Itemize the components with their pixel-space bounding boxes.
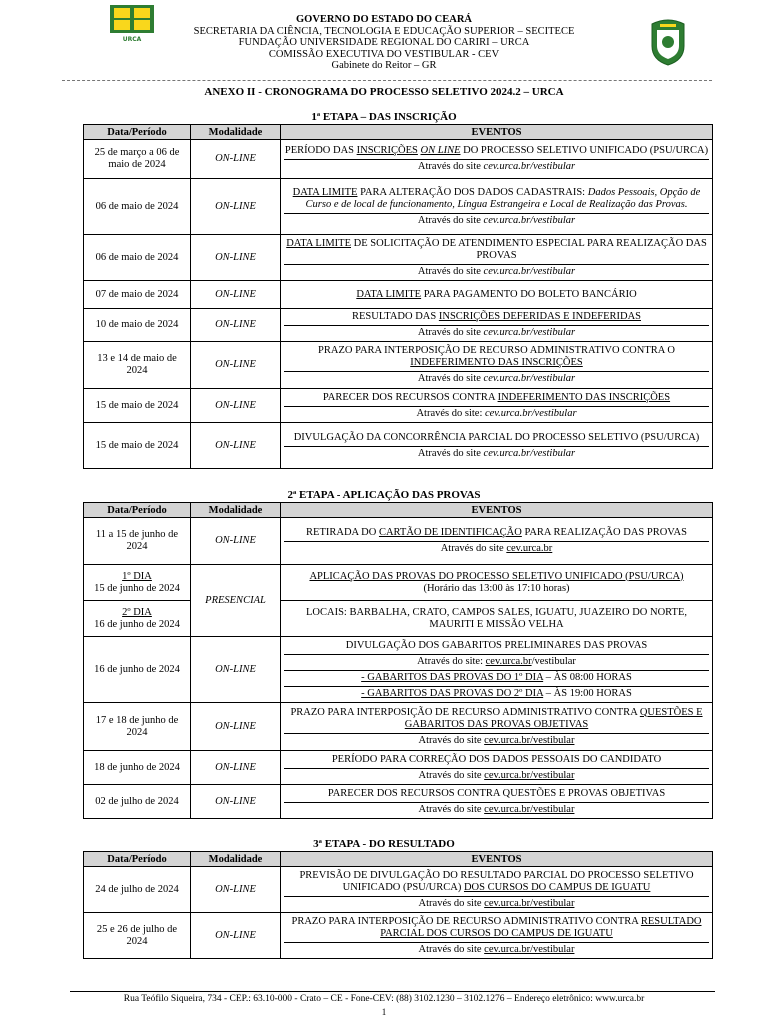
row-event: PRAZO PARA INTERPOSIÇÃO DE RECURSO ADMINISTRATIVO CONTRA O INDEFERIMENTO DAS INSCRIÇÕES Através do site cev.urca.br/vestibular [281, 342, 713, 389]
table-row [84, 867, 713, 913]
table-row [84, 179, 713, 235]
row-mode: ON-LINE [191, 309, 281, 342]
footer-address: Rua Teófilo Siqueira, 734 - CEP.: 63.10-000 - Crato – CE - Fone-CEV: (88) 3102.1230 – 3102.1276 – Endereço eletrônico: www.urca.br [123, 994, 645, 1004]
row-event: RESULTADO DAS INSCRIÇÕES DEFERIDAS E INDEFERIDAS Através do site cev.urca.br/vestibular [281, 309, 713, 342]
site-link[interactable]: cev.urca.br/vestibular [483, 373, 576, 384]
header-line-1: GOVERNO DO ESTADO DO CEARÁ [296, 14, 472, 25]
row-mode: ON-LINE [191, 342, 281, 389]
row-event: RETIRADA DO CARTÃO DE IDENTIFICAÇÃO PARA REALIZAÇÃO DAS PROVAS Através do site cev.urca.br [281, 518, 713, 565]
table-header-row [84, 852, 713, 867]
site-link[interactable]: cev.urca.br [485, 655, 532, 667]
table-row [84, 703, 713, 751]
table-row [84, 565, 713, 601]
row-mode: PRESENCIAL [191, 565, 281, 637]
table-row [84, 309, 713, 342]
row-date: 02 de julho de 2024 [84, 785, 191, 819]
header-divider [62, 80, 712, 81]
site-link[interactable]: cev.urca.br/vestibular [483, 265, 576, 277]
site-link[interactable]: cev.urca.br/vestibular [484, 803, 575, 815]
stage1-title: 1ª ETAPA – DAS INSCRIÇÃO [311, 111, 457, 123]
row-event: DATA LIMITE PARA PAGAMENTO DO BOLETO BANCÁRIO [281, 281, 713, 309]
stage1-table [83, 124, 713, 469]
row-date: 10 de maio de 2024 [84, 309, 191, 342]
row-event: PREVISÃO DE DIVULGAÇÃO DO RESULTADO PARCIAL DO PROCESSO SELETIVO UNIFICADO (PSU/URCA) DOS CURSOS DO CAMPUS DE IGUATU Através do site cev.urca.br/vestibular [281, 867, 713, 913]
row-date: 17 e 18 de junho de 2024 [84, 703, 191, 751]
stage3-title: 3ª ETAPA - DO RESULTADO [313, 838, 455, 850]
stage2-table [83, 502, 713, 819]
row-mode: ON-LINE [191, 867, 281, 913]
col-events: EVENTOS [281, 125, 713, 140]
table-row [84, 913, 713, 959]
header-line-3: FUNDAÇÃO UNIVERSIDADE REGIONAL DO CARIRI – URCA [238, 37, 530, 48]
table-row [84, 601, 713, 637]
row-mode: ON-LINE [191, 235, 281, 281]
col-mode: Modalidade [191, 852, 281, 867]
row-event: PRAZO PARA INTERPOSIÇÃO DE RECURSO ADMINISTRATIVO CONTRA RESULTADO PARCIAL DOS CURSOS DO CAMPUS DE IGUATU Através do site cev.urca.br/vestibular [281, 913, 713, 959]
table-row [84, 342, 713, 389]
row-event: PERÍODO DAS INSCRIÇÕES ON LINE DO PROCESSO SELETIVO UNIFICADO (PSU/URCA) Através do site cev.urca.br/vestibular [281, 140, 713, 179]
row-date: 06 de maio de 2024 [84, 235, 191, 281]
row-event: DATA LIMITE DE SOLICITAÇÃO DE ATENDIMENTO ESPECIAL PARA REALIZAÇÃO DAS PROVAS Através do site cev.urca.br/vestibular [281, 235, 713, 281]
row-date: 15 de maio de 2024 [84, 389, 191, 423]
row-mode: ON-LINE [191, 389, 281, 423]
row-mode: ON-LINE [191, 179, 281, 235]
row-date: 24 de julho de 2024 [84, 867, 191, 913]
row-date: 13 e 14 de maio de 2024 [84, 342, 191, 389]
row-date: 06 de maio de 2024 [84, 179, 191, 235]
table-row [84, 235, 713, 281]
table-row [84, 423, 713, 469]
site-link[interactable]: cev.urca.br/vestibular [483, 214, 576, 226]
row-event: DATA LIMITE PARA ALTERAÇÃO DOS DADOS CADASTRAIS: Dados Pessoais, Opção de Curso e de local de funcionamento, Língua Estrangeira e Local de Realização das Provas. Através do site cev.urca.br/vestibular [281, 179, 713, 235]
table-row [84, 637, 713, 703]
row-mode: ON-LINE [191, 913, 281, 959]
row-date: 1º DIA 15 de junho de 2024 [84, 565, 191, 601]
row-date: 2º DIA 16 de junho de 2024 [84, 601, 191, 637]
row-mode: ON-LINE [191, 518, 281, 565]
site-link[interactable]: cev.urca.br/vestibular [483, 327, 576, 338]
row-event: PERÍODO PARA CORREÇÃO DOS DADOS PESSOAIS DO CANDIDATO Através do site cev.urca.br/vestibular [281, 751, 713, 785]
row-event: DIVULGAÇÃO DOS GABARITOS PRELIMINARES DAS PROVAS Através do site: cev.urca.br/vestibular - GABARITOS DAS PROVAS DO 1º DIA – ÀS 08:00 HORAS - GABARITOS DAS PROVAS DO 2º DIA – ÀS 19:00 HORAS [281, 637, 713, 703]
row-event: PRAZO PARA INTERPOSIÇÃO DE RECURSO ADMINISTRATIVO CONTRA QUESTÕES E GABARITOS DAS PROVAS OBJETIVAS Através do site cev.urca.br/vestibular [281, 703, 713, 751]
footer-divider [70, 991, 715, 992]
col-events: EVENTOS [281, 852, 713, 867]
col-mode: Modalidade [191, 503, 281, 518]
col-date: Data/Período [84, 125, 191, 140]
header-line-2: SECRETARIA DA CIÊNCIA, TECNOLOGIA E EDUCAÇÃO SUPERIOR – SECITECE [193, 25, 575, 37]
row-date: 07 de maio de 2024 [84, 281, 191, 309]
page-number: 1 [381, 1007, 387, 1017]
row-mode: ON-LINE [191, 140, 281, 179]
table-row [84, 785, 713, 819]
row-mode: ON-LINE [191, 703, 281, 751]
col-date: Data/Período [84, 503, 191, 518]
row-mode: ON-LINE [191, 637, 281, 703]
site-link[interactable]: cev.urca.br [506, 543, 553, 554]
col-events: EVENTOS [281, 503, 713, 518]
site-link[interactable]: cev.urca.br/vestibular [483, 161, 576, 172]
table-row [84, 751, 713, 785]
row-event: PARECER DOS RECURSOS CONTRA QUESTÕES E PROVAS OBJETIVAS Através do site cev.urca.br/vestibular [281, 785, 713, 819]
document-title: ANEXO II - CRONOGRAMA DO PROCESSO SELETIVO 2024.2 – URCA [204, 86, 564, 98]
table-header-row [84, 125, 713, 140]
site-link[interactable]: cev.urca.br/vestibular [484, 769, 575, 781]
col-date: Data/Período [84, 852, 191, 867]
table-header-row [84, 503, 713, 518]
row-mode: ON-LINE [191, 281, 281, 309]
row-date: 15 de maio de 2024 [84, 423, 191, 469]
table-row [84, 281, 713, 309]
row-event: APLICAÇÃO DAS PROVAS DO PROCESSO SELETIVO UNIFICADO (PSU/URCA) (Horário das 13:00 às 17:10 horas) [281, 565, 713, 601]
institution-header [0, 14, 768, 72]
site-link[interactable]: cev.urca.br/vestibular [484, 407, 577, 419]
site-link[interactable]: cev.urca.br/vestibular [484, 943, 575, 955]
table-row [84, 389, 713, 423]
row-date: 25 e 26 de julho de 2024 [84, 913, 191, 959]
header-line-5: Gabinete do Reitor – GR [331, 60, 437, 71]
header-line-4: COMISSÃO EXECUTIVA DO VESTIBULAR - CEV [268, 48, 500, 60]
stage2-title: 2ª ETAPA - APLICAÇÃO DAS PROVAS [287, 489, 481, 501]
site-link[interactable]: cev.urca.br/vestibular [484, 897, 575, 909]
row-mode: ON-LINE [191, 751, 281, 785]
row-date: 18 de junho de 2024 [84, 751, 191, 785]
site-link[interactable]: cev.urca.br/vestibular [483, 447, 576, 459]
row-date: 16 de junho de 2024 [84, 637, 191, 703]
table-row [84, 518, 713, 565]
table-row [84, 140, 713, 179]
row-event: LOCAIS: BARBALHA, CRATO, CAMPOS SALES, IGUATU, JUAZEIRO DO NORTE, MAURITI E MISSÃO VELHA [281, 601, 713, 637]
urca-logo-text: URCA [122, 36, 142, 43]
row-mode: ON-LINE [191, 423, 281, 469]
stage3-table [83, 851, 713, 959]
col-mode: Modalidade [191, 125, 281, 140]
row-event: DIVULGAÇÃO DA CONCORRÊNCIA PARCIAL DO PROCESSO SELETIVO (PSU/URCA) Através do site cev.urca.br/vestibular [281, 423, 713, 469]
row-event: PARECER DOS RECURSOS CONTRA INDEFERIMENTO DAS INSCRIÇÕES Através do site: cev.urca.br/vestibular [281, 389, 713, 423]
row-mode: ON-LINE [191, 785, 281, 819]
row-date: 11 a 15 de junho de 2024 [84, 518, 191, 565]
site-link[interactable]: cev.urca.br/vestibular [484, 734, 575, 746]
row-date: 25 de março a 06 de maio de 2024 [84, 140, 191, 179]
